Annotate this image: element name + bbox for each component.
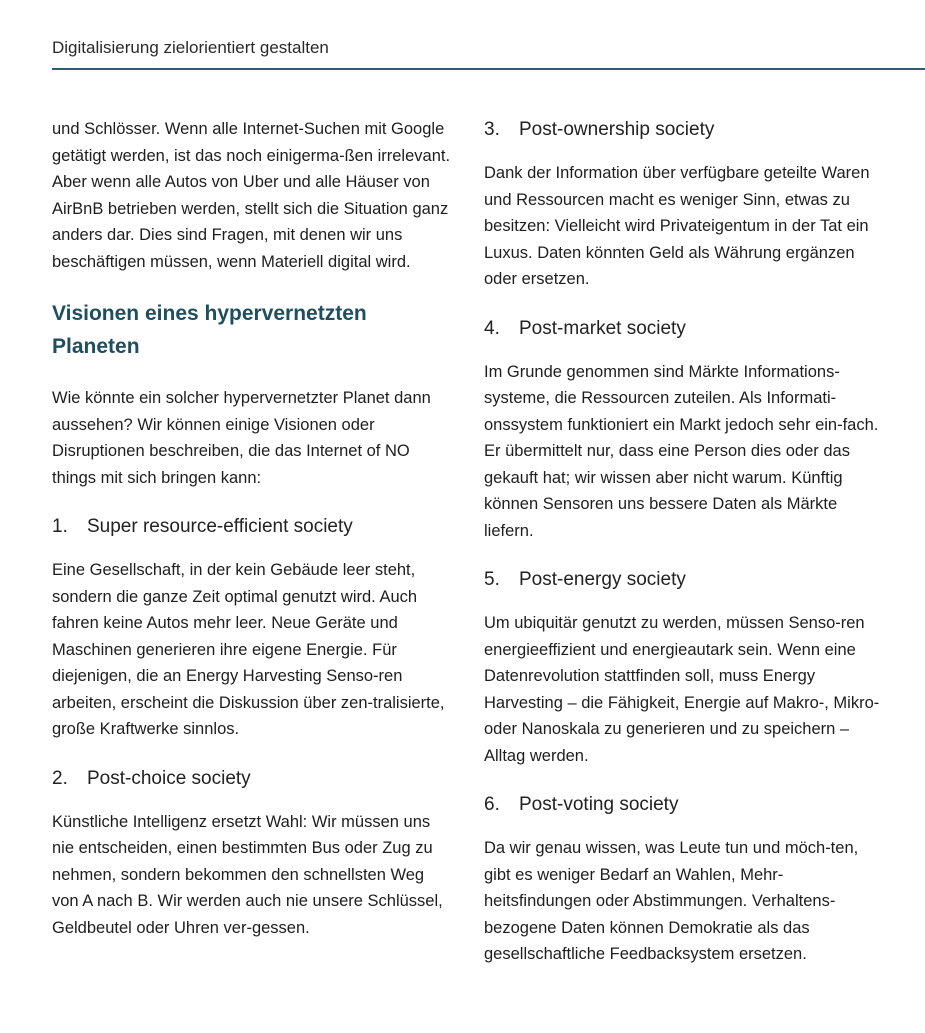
item-title: Post-ownership society (519, 119, 715, 140)
item-number: 4. (484, 317, 500, 339)
item-body-5: Um ubiquitär genutzt zu werden, müssen Senso-ren energieeffizient und energieautark sein. Wenn eine Datenrevolution stattfinden soll, muss Energy Harvesting – die Fähigkeit, Energie auf Makro-, Mikro- oder Nanoskala zu generieren und zu speichern – Alltag werden. (484, 614, 880, 765)
item-title: Post-energy society (519, 569, 686, 590)
header-rule (52, 68, 925, 70)
item-body-6: Da wir genau wissen, was Leute tun und möch-ten, gibt es weniger Bedarf an Wahlen, Mehr-heitsfindungen oder Abstimmungen. Verhaltens-bezogene Daten können Demokratie als das gesellschaftliche Feedbacksystem ersetzen. (484, 839, 859, 963)
item-heading-2 (52, 765, 452, 793)
item-heading-6 (484, 791, 884, 819)
item-heading-4 (484, 315, 884, 343)
item-number: 6. (484, 794, 500, 815)
section-heading: Visionen eines hypervernetzten Planeten (52, 302, 367, 358)
item-heading-3 (484, 116, 884, 144)
item-number: 1. (52, 516, 68, 537)
item-number: 5. (484, 569, 500, 590)
item-number: 2. (52, 767, 68, 789)
section-intro-paragraph: Wie könnte ein solcher hypervernetzter Planet dann aussehen? Wir können einige Visionen oder Disruptionen beschreiben, die das Internet of NO things mit sich bringen kann: (52, 389, 431, 487)
left-column (52, 116, 452, 941)
item-number: 3. (484, 119, 500, 140)
item-body-1: Eine Gesellschaft, in der kein Gebäude leer steht, sondern die ganze Zeit optimal genutzt wird. Auch fahren keine Autos mehr leer. Neue Geräte und Maschinen generieren ihre eigene Energie. Für diejenigen, die an Energy Harvesting Senso-ren arbeiten, erscheint die Diskussion über zen-tralisierte, große Kraftwerke sinnlos. (52, 561, 445, 738)
item-body-2: Künstliche Intelligenz ersetzt Wahl: Wir müssen uns nie entscheiden, einen bestimmten Bus oder Zug zu nehmen, sondern bekommen den schnellsten Weg von A nach B. Wir werden auch nie unsere Schlüssel, Geldbeutel oder Uhren ver-gessen. (52, 812, 443, 937)
item-heading-1 (52, 513, 452, 541)
item-title: Super resource-efficient society (87, 516, 353, 537)
item-title: Post-market society (519, 317, 686, 339)
item-title: Post-choice society (87, 767, 251, 789)
item-body-4: Im Grunde genommen sind Märkte Informations-systeme, die Ressourcen zuteilen. Als Informati-onssystem funktioniert ein Markt jedoch sehr ein-fach. Er übermittelt nur, dass eine Person dies oder das gekauft hat; wir wissen aber nicht warum. Künftig können Sensoren uns bessere Daten als Märkte liefern. (484, 362, 879, 540)
running-header-title: Digitalisierung zielorientiert gestalten (52, 38, 329, 57)
right-column (484, 116, 884, 968)
intro-paragraph: und Schlösser. Wenn alle Internet-Suchen mit Google getätigt werden, ist das noch einigerma-ßen irrelevant. Aber wenn alle Autos von Uber und alle Häuser von AirBnB betrieben werden, stellt sich die Situation ganz anders dar. Dies sind Fragen, mit denen wir uns beschäftigen müssen, wenn Materiell digital wird. (52, 120, 451, 271)
item-heading-5 (484, 566, 884, 594)
item-body-3: Dank der Information über verfügbare geteilte Waren und Ressourcen macht es weniger Sinn, etwas zu besitzen: Vielleicht wird Privateigentum in der Tat ein Luxus. Daten könnten Geld als Währung ergänzen oder ersetzen. (484, 164, 870, 288)
item-title: Post-voting society (519, 794, 679, 815)
